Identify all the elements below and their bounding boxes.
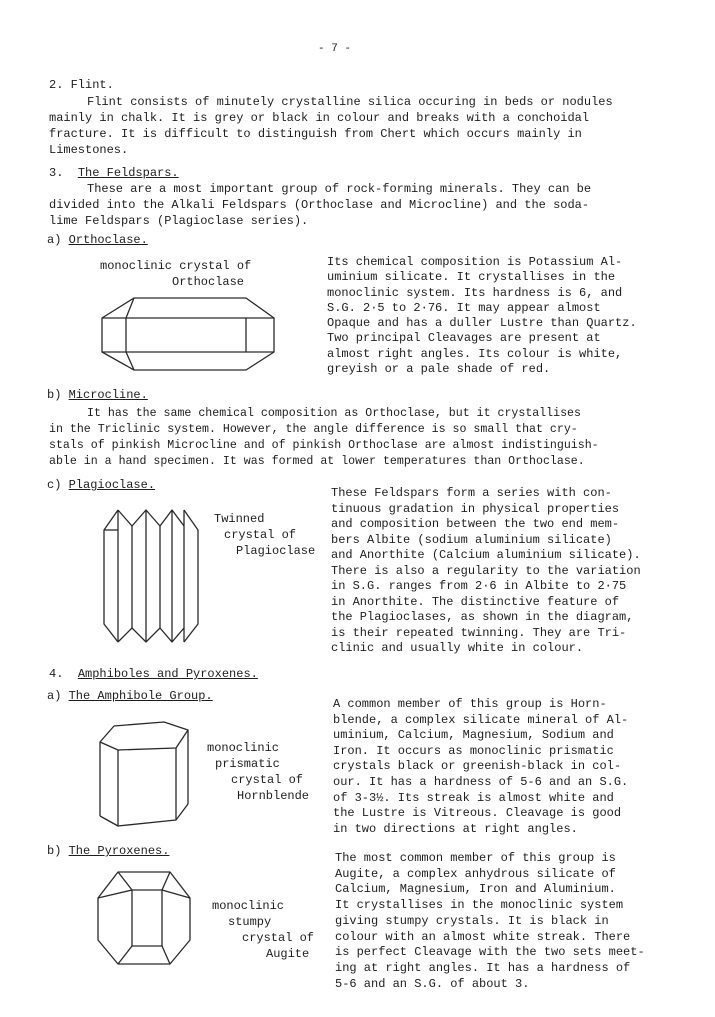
subsection-title: Plagioclase. [68, 478, 156, 492]
body-line: in S.G. ranges from 2·6 in Albite to 2·75 [331, 579, 627, 593]
body-line: Limestones. [49, 143, 129, 157]
body-line: in Anorthite. The distinctive feature of [331, 594, 620, 609]
body-line: almost right angles. Its colour is white, [327, 346, 623, 361]
body-line: the Plagioclases, as shown in the diagram, [331, 610, 634, 624]
microcline-body [49, 406, 599, 470]
orthoclase-crystal-diagram [96, 292, 278, 376]
plagioclase-description [331, 486, 641, 657]
augite-caption [212, 898, 314, 962]
caption-line: Orthoclase [172, 275, 245, 289]
body-line: These are a most important group of rock-forming minerals. They can be [87, 182, 592, 196]
section-title: Amphiboles and Pyroxenes. [77, 667, 258, 681]
body-line: divided into the Alkali Feldspars (Orthoclase and Microcline) and the soda- [49, 198, 590, 212]
plagioclase-caption [214, 511, 315, 559]
augite-description [335, 851, 645, 992]
body-line: our. It has a hardness of 5-6 and an S.G. [333, 774, 629, 789]
body-line: able in a hand specimen. It was formed at lower temperatures than Orthoclase. [49, 455, 585, 468]
body-line: bers Albite (sodium aluminium silicate) [331, 532, 612, 547]
body-line: tinuous gradation in physical properties [331, 501, 620, 516]
body-line: The most common member of this group is [335, 851, 616, 865]
section-number: 3. [49, 166, 64, 180]
section-number: 4. [49, 667, 64, 681]
face [126, 318, 246, 352]
body-line: 5-6 and an S.G. of about 3. [335, 976, 530, 991]
edge [162, 946, 170, 964]
body-line: lime Feldspars (Plagioclase series). [49, 214, 309, 228]
body-line: greyish or a pale shade of red. [327, 362, 551, 377]
subsection-marker: b) [47, 844, 62, 858]
crystal-top-zigzag [118, 510, 184, 526]
body-line: and composition between the two end mem- [331, 517, 620, 531]
orthoclase-description [327, 255, 637, 377]
body-line: uminium silicate. It crystallises in the [327, 270, 616, 285]
body-line: monoclinic system. Its hardness is 6, and [327, 285, 623, 300]
body-line: It has the same chemical composition as Orthoclase, but it crystallises [87, 407, 581, 420]
subsection-marker: a) [47, 689, 62, 703]
subsection-marker: b) [47, 388, 62, 402]
subsection-title: The Pyroxenes. [68, 844, 170, 858]
body-line: crystals black or greenish-black in col- [333, 759, 622, 774]
body-line: in two directions at right angles. [333, 821, 578, 836]
page-number: - 7 - [318, 43, 352, 55]
section-4-heading [49, 666, 258, 682]
body-line: S.G. 2·5 to 2·76. It may appear almost [327, 300, 601, 315]
subsection-pyroxenes-heading [47, 843, 169, 859]
hornblende-crystal-diagram [92, 716, 198, 832]
body-line: is their repeated twinning. They are Tri- [331, 625, 627, 640]
body-line: These Feldspars form a series with con- [331, 486, 612, 500]
crystal-bottom-zigzag [118, 628, 184, 642]
caption-line: monoclinic [207, 741, 280, 755]
crystal-right-edge [184, 510, 198, 642]
subsection-microcline-heading [47, 387, 148, 403]
subsection-title: Microcline. [68, 388, 148, 402]
caption-line: Twinned [214, 512, 265, 526]
body-line: Flint consists of minutely crystalline silica occuring in beds or nodules [87, 95, 613, 109]
body-line: blende, a complex silicate mineral of Al- [333, 712, 629, 727]
section-2-body [49, 94, 613, 158]
caption-line: crystal of [242, 931, 315, 945]
body-line: Its chemical composition is Potassium Al- [327, 255, 623, 269]
body-line: Calcium, Magnesium, Iron and Aluminium. [335, 882, 616, 897]
caption-line: crystal of [231, 773, 304, 787]
section-title: The Feldspars. [77, 166, 179, 180]
subsection-amphibole-heading [47, 688, 213, 704]
top-face [100, 722, 188, 750]
caption-line: Plagioclase [236, 544, 316, 558]
body-line: giving stumpy crystals. It is black in [335, 913, 609, 928]
body-line: fracture. It is difficult to distinguish from Chert which occurs mainly in [49, 127, 582, 141]
hornblende-caption [207, 740, 309, 804]
body-line: Opaque and has a duller Lustre than Quartz. [327, 316, 637, 331]
edge [118, 946, 132, 964]
subsection-plagioclase-heading [47, 477, 155, 493]
hornblende-description [333, 697, 628, 837]
subsection-title: Orthoclase. [68, 233, 148, 247]
augite-crystal-diagram [92, 866, 196, 970]
body-line: Iron. It occurs as monoclinic prismatic [333, 743, 614, 758]
section-2-heading: 2. Flint. [49, 78, 114, 92]
body-line: clinic and usually white in colour. [331, 641, 584, 655]
body-line: of 3-3½. Its streak is almost white and [333, 790, 614, 805]
body-line: colour with an almost white streak. There [335, 929, 631, 944]
body-line: There is also a regularity to the variation [331, 563, 641, 578]
caption-line: Hornblende [237, 789, 310, 803]
body-line: mainly in chalk. It is grey or black in colour and breaks with a conchoidal [49, 111, 590, 125]
plagioclase-crystal-diagram [98, 504, 204, 646]
body-line: and Anorthite (Calcium aluminium silicate). [331, 548, 641, 562]
edge [162, 872, 170, 890]
edge [162, 890, 190, 898]
caption-line: monoclinic [212, 899, 285, 913]
body-line: Augite, a complex anhydrous silicate of [335, 866, 616, 881]
outline [98, 872, 190, 964]
subsection-marker: a) [47, 233, 62, 247]
body-line: A common member of this group is Horn- [333, 697, 607, 711]
body-line: Two principal Cleavages are present at [327, 331, 601, 346]
subsection-orthoclase-heading [47, 232, 148, 248]
edge [118, 872, 132, 890]
subsection-marker: c) [47, 478, 62, 492]
orthoclase-caption [100, 258, 251, 290]
outline [102, 298, 274, 370]
body-line: in the Triclinic system. However, the angle difference is so small that cry- [49, 423, 578, 436]
caption-line: crystal of [224, 528, 297, 542]
body-line: is perfect Cleavage with the two sets meet- [335, 945, 645, 960]
caption-line: prismatic [215, 757, 280, 771]
body-line: stals of pinkish Microcline and of pinkish Orthoclase are almost indistinguish- [49, 439, 599, 452]
section-3-heading [49, 165, 179, 181]
front-face [132, 890, 162, 946]
base [100, 804, 188, 826]
body-line: ing at right angles. It has a hardness of [335, 960, 631, 975]
caption-line: stumpy [228, 915, 272, 929]
body-line: uminium, Calcium, Magnesium, Sodium and [333, 728, 614, 743]
section-3-body [49, 181, 591, 229]
caption-line: monoclinic crystal of [100, 259, 252, 273]
caption-line: Augite [266, 947, 310, 961]
subsection-title: The Amphibole Group. [68, 689, 213, 703]
body-line: It crystallises in the monoclinic system [335, 898, 624, 913]
body-line: the Lustre is Vitreous. Cleavage is good [333, 806, 622, 821]
